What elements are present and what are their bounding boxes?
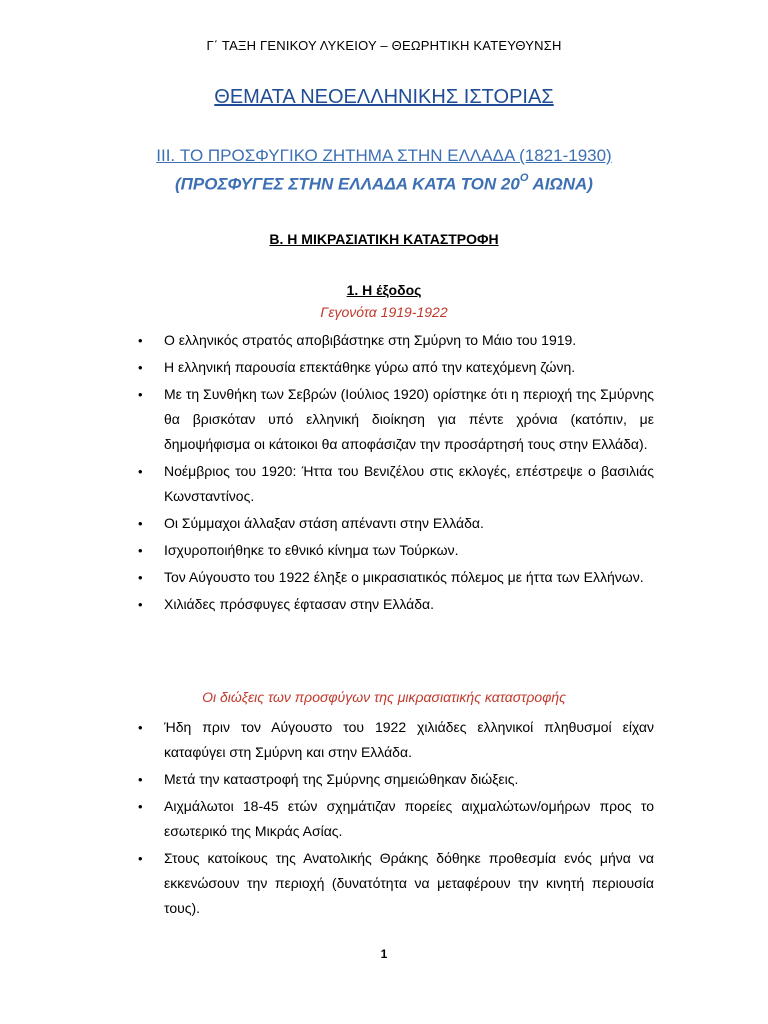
bullet-icon: • [138,799,143,814]
list-item [136,538,654,563]
bullet-icon: • [138,570,143,585]
list-item-text: Με τη Συνθήκη των Σεβρών (Ιούλιος 1920) ορίστηκε ότι η περιοχή της Σμύρνης θα βρισκόταν υπό ελληνική διοίκηση για πέντε χρόνια (κατόπιν, με δημοψήφισμα οι κάτοικοι θα αποφάσιζαν την προσάρτησή τους στην Ελλάδα). [164,386,654,452]
bullet-icon: • [138,772,143,787]
list-item-text: Οι Σύμμαχοι άλλαξαν στάση απέναντι στην Ελλάδα. [164,515,484,531]
list-item-text: Νοέμβριος του 1920: Ήττα του Βενιζέλου στις εκλογές, επέστρεψε ο βασιλιάς Κωνσταντίνος. [164,463,654,504]
persecutions-list [136,715,654,923]
subsection-title [0,282,768,298]
list-item [136,715,654,765]
subsection-title-text: 1. Η έξοδος [346,282,422,298]
main-title [0,86,768,109]
list-item-text: Μετά την καταστροφή της Σμύρνης σημειώθηκαν διώξεις. [164,771,519,787]
list-item [136,846,654,921]
chapter-title [0,146,768,166]
chapter-subtitle-before: (ΠΡΟΣΦΥΓΕΣ ΣΤΗΝ ΕΛΛΑΔΑ ΚΑΤΑ ΤΟΝ 20 [175,174,520,194]
list-item [136,355,654,380]
bullet-icon: • [138,720,143,735]
list-item [136,794,654,844]
main-title-text: ΘΕΜΑΤΑ ΝΕΟΕΛΛΗΝΙΚΗΣ ΙΣΤΟΡΙΑΣ [214,86,554,108]
bullet-icon: • [138,333,143,348]
page-number: 1 [380,947,388,961]
chapter-subtitle [0,174,768,195]
list-item-text: Τον Αύγουστο του 1922 έληξε ο μικρασιατικός πόλεμος με ήττα των Ελλήνων. [164,569,644,585]
list-item-text: Στους κατοίκους της Ανατολικής Θράκης δόθηκε προθεσμία ενός μήνα να εκκενώσουν την περιοχή (δυνατότητα να μεταφέρουν την κινητή περιουσία τους). [164,850,654,916]
page-header: Γ΄ ΤΑΞΗ ΓΕΝΙΚΟΥ ΛΥΚΕΙΟΥ – ΘΕΩΡΗΤΙΚΗ ΚΑΤΕΥΘΥΝΣΗ [206,38,562,53]
bullet-icon: • [138,387,143,402]
list-item-text: Ήδη πριν τον Αύγουστο του 1922 χιλιάδες ελληνικοί πληθυσμοί είχαν καταφύγει στη Σμύρνη και στην Ελλάδα. [164,719,654,760]
list-item [136,565,654,590]
list-item-text: Χιλιάδες πρόσφυγες έφτασαν στην Ελλάδα. [164,596,434,612]
chapter-title-text: III. ΤΟ ΠΡΟΣΦΥΓΙΚΟ ΖΗΤΗΜΑ ΣΤΗΝ ΕΛΛΑΔΑ (1821-1930) [156,146,612,165]
bullet-icon: • [138,360,143,375]
bullet-icon: • [138,464,143,479]
events-list [136,328,654,619]
persecutions-heading: Οι διώξεις των προσφύγων της μικρασιατικής καταστροφής [202,689,566,705]
list-item [136,328,654,353]
section-title-text: Β. Η ΜΙΚΡΑΣΙΑΤΙΚΗ ΚΑΤΑΣΤΡΟΦΗ [269,231,499,247]
bullet-icon: • [138,851,143,866]
list-item [136,511,654,536]
bullet-icon: • [138,597,143,612]
list-item-text: Ο ελληνικός στρατός αποβιβάστηκε στη Σμύρνη το Μάιο του 1919. [164,332,577,348]
chapter-subtitle-superscript: Ο [519,172,529,184]
section-title [0,231,768,247]
events-heading: Γεγονότα 1919-1922 [320,304,448,320]
list-item-text: Αιχμάλωτοι 18-45 ετών σχημάτιζαν πορείες αιχμαλώτων/ομήρων προς το εσωτερικό της Μικράς Ασίας. [164,798,654,839]
bullet-icon: • [138,543,143,558]
list-item-text: Ισχυροποιήθηκε το εθνικό κίνημα των Τούρκων. [164,542,459,558]
list-item [136,767,654,792]
chapter-subtitle-after: ΑΙΩΝΑ) [528,174,593,194]
list-item-text: Η ελληνική παρουσία επεκτάθηκε γύρω από την κατεχόμενη ζώνη. [164,359,576,375]
list-item [136,459,654,509]
list-item [136,382,654,457]
list-item [136,592,654,617]
bullet-icon: • [138,516,143,531]
